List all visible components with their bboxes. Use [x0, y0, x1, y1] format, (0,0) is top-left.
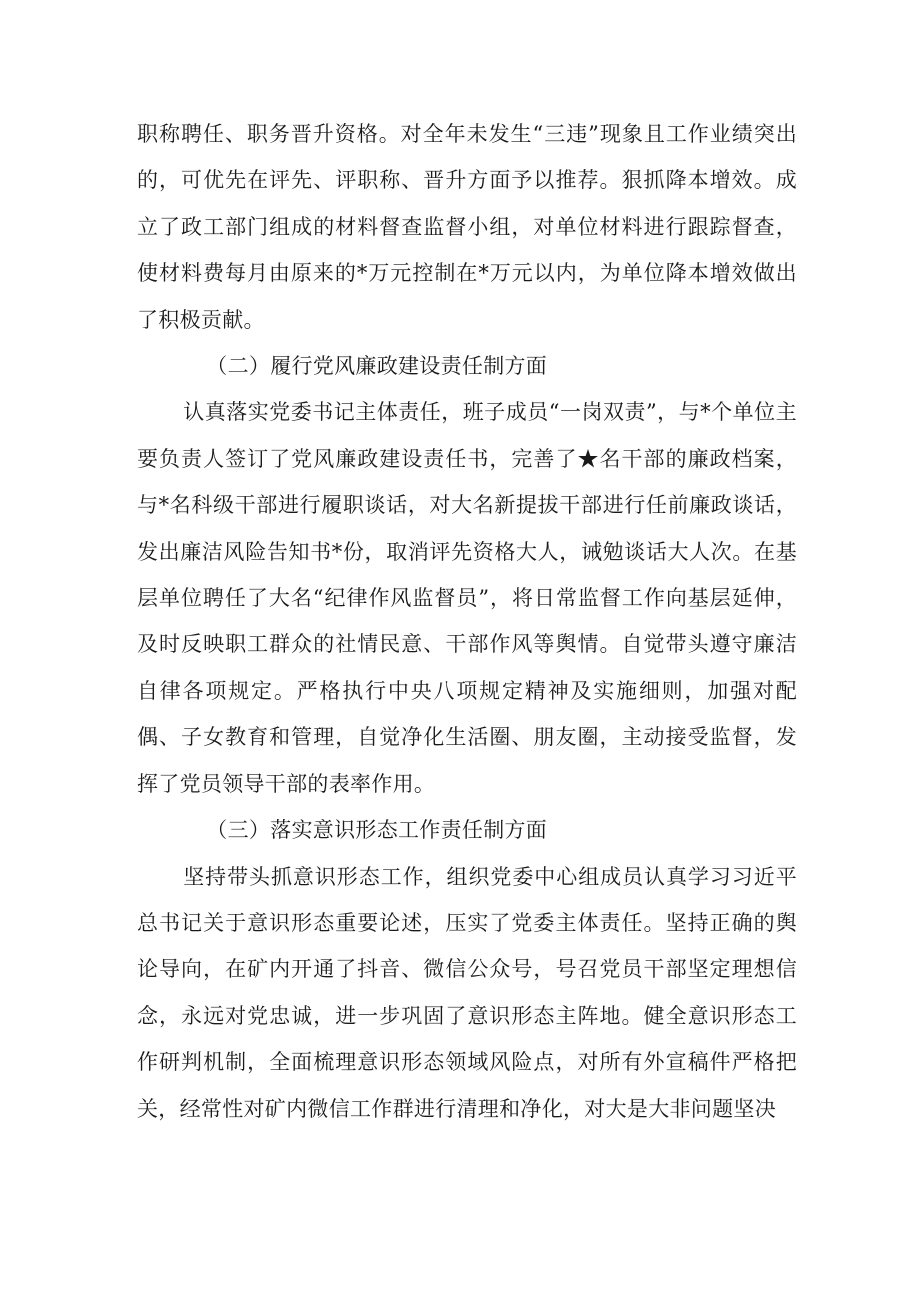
document-body	[137, 111, 797, 1132]
section-heading-3: （三）落实意识形态工作责任制方面	[206, 818, 548, 843]
paragraph-integrity: 认真落实党委书记主体责任，班子成员“一岗双责”，与*个单位主要负责人签订了党风廉政建设责任书，完善了★名干部的廉政档案，与*名科级干部进行履职谈话，对大名新提拔干部进行任前廉政谈话，发出廉洁风险告知书*份，取消评先资格大人，诫勉谈话大人次。在基层单位聘任了大名“纪律作风监督员”，将日常监督工作向基层延伸，及时反映职工群众的社情民意、干部作风等舆情。自觉带头遵守廉洁自律各项规定。严格执行中央八项规定精神及实施细则，加强对配偶、子女教育和管理，自觉净化生活圈、朋友圈，主动接受监督，发挥了党员领导干部的表率作用。	[137, 400, 797, 796]
paragraph-ideology: 坚持带头抓意识形态工作，组织党委中心组成员认真学习习近平总书记关于意识形态重要论述，压实了党委主体责任。坚持正确的舆论导向，在矿内开通了抖音、微信公众号，号召党员干部坚定理想信念，永远对党忠诚，进一步巩固了意识形态主阵地。健全意识形态工作研判机制，全面梳理意识形态领域风险点，对所有外宣稿件严格把关，经常性对矿内微信工作群进行清理和净化，对大是大非问题坚决	[137, 864, 797, 1121]
section-heading-2: （二）履行党风廉政建设责任制方面	[206, 354, 548, 379]
paragraph-continuation: 职称聘任、职务晋升资格。对全年未发生“三违”现象且工作业绩突出的，可优先在评先、评职称、晋升方面予以推荐。狠抓降本增效。成立了政工部门组成的材料督查监督小组，对单位材料进行跟踪督查，使材料费每月由原来的*万元控制在*万元以内，为单位降本增效做出了积极贡献。	[137, 122, 797, 332]
